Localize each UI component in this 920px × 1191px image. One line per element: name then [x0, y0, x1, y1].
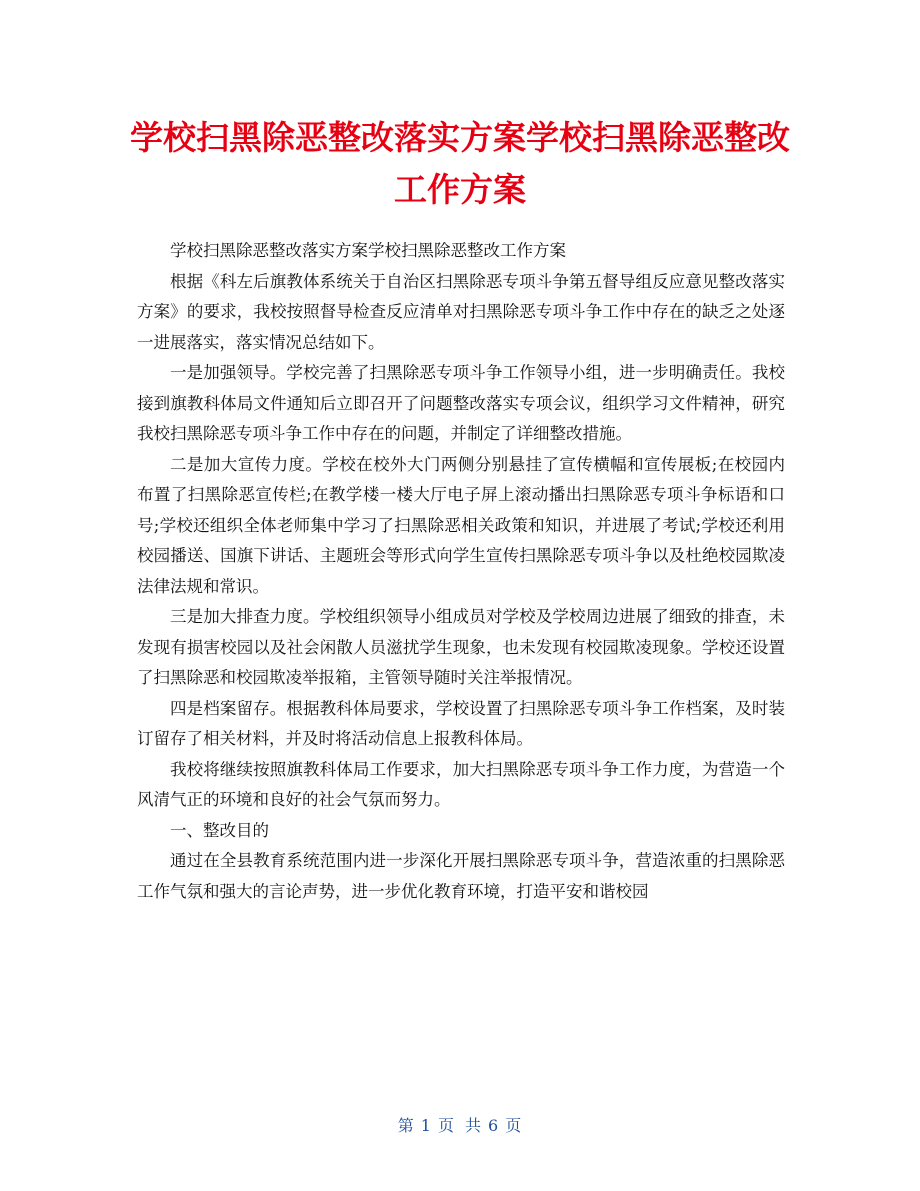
section-heading-rectification-goal: 一、整改目的 [170, 820, 269, 840]
footer-current-page: 1 [420, 1116, 432, 1135]
paragraph-publicity: 二是加大宣传力度。学校在校外大门两侧分别悬挂了宣传横幅和宣传展板;在校园内布置了扫黑除恶宣传栏;在教学楼一楼大厅电子屏上滚动播出扫黑除恶专项斗争标语和口号;学校还组织全体老师集中学习了扫黑除恶相关政策和知识，并进展了考试;学校还利用校园播送、国旗下讲话、主题班会等形式向学生宣传扫黑除恶专项斗争以及杜绝校园欺凌法律法规和常识。 [137, 454, 785, 596]
document-body [137, 236, 785, 907]
paragraph-leadership: 一是加强领导。学校完善了扫黑除恶专项斗争工作领导小组，进一步明确责任。我校接到旗教科体局文件通知后立即召开了问题整改落实专项会议，组织学习文件精神，研究我校扫黑除恶专项斗争工作中存在的问题，并制定了详细整改措施。 [137, 363, 785, 443]
paragraph-archive: 四是档案留存。根据教科体局要求，学校设置了扫黑除恶专项斗争工作档案，及时装订留存了相关材料，并及时将活动信息上报教科体局。 [137, 698, 785, 748]
title-line-1: 学校扫黑除恶整改落实方案学校扫黑除恶整改 [130, 118, 790, 157]
footer-suffix: 页 [505, 1116, 523, 1135]
footer-prefix: 第 [397, 1116, 415, 1135]
footer-total-pages: 6 [488, 1116, 500, 1135]
paragraph-inspection: 三是加大排查力度。学校组织领导小组成员对学校及学校周边进展了细致的排查，未发现有损害校园以及社会闲散人员滋扰学生现象，也未发现有校园欺凌现象。学校还设置了扫黑除恶和校园欺凌举报箱，主管领导随时关注举报情况。 [137, 607, 785, 687]
title-line-2: 工作方案 [394, 170, 526, 209]
paragraph-commitment: 我校将继续按照旗教科体局工作要求，加大扫黑除恶专项斗争工作力度，为营造一个风清气正的环境和良好的社会气氛而努力。 [137, 759, 785, 809]
paragraph-intro: 根据《科左后旗教体系统关于自治区扫黑除恶专项斗争第五督导组反应意见整改落实方案》的要求，我校按照督导检查反应清单对扫黑除恶专项斗争工作中存在的缺乏之处逐一进展落实，落实情况总结如下。 [137, 271, 785, 352]
document-title [120, 112, 800, 216]
paragraph-subtitle: 学校扫黑除恶整改落实方案学校扫黑除恶整改工作方案 [170, 241, 566, 260]
footer-middle: 页 共 [437, 1116, 483, 1135]
paragraph-goal: 通过在全县教育系统范围内进一步深化开展扫黑除恶专项斗争，营造浓重的扫黑除恶工作气氛和强大的言论声势，进一步优化教育环境，打造平安和谐校园 [137, 851, 785, 901]
page-footer [0, 1113, 920, 1136]
